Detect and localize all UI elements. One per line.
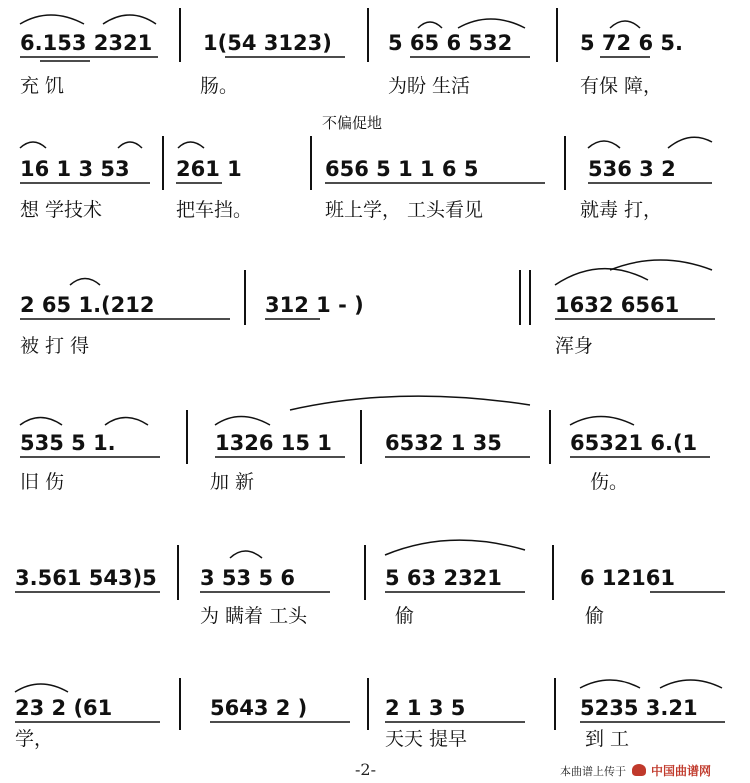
lyric-text: 为盼 生活	[388, 75, 471, 97]
measure-notation: 5 72 6 5.	[580, 31, 683, 55]
site-logo-icon	[632, 764, 646, 776]
score-line-6	[15, 678, 725, 750]
lyric-text: 为 瞒着 工头	[200, 605, 308, 627]
measure-notation: 312 1 - )	[265, 293, 364, 317]
credit-prefix: 本曲谱上传于	[560, 765, 626, 778]
lyric-text: 加 新	[210, 471, 255, 493]
lyric-text: 就毒 打，	[580, 199, 663, 221]
lyric-text: 把车挡。	[176, 199, 253, 221]
lyric-text: 学，	[15, 728, 54, 750]
measure-notation: 16 1 3 53	[20, 157, 130, 181]
measure-notation: 2 65 1.(212	[20, 293, 155, 317]
lyric-text: 浑身	[555, 335, 594, 357]
measure-notation: 2 1 3 5	[385, 696, 466, 720]
lyric-text: 天天 提早	[385, 728, 468, 750]
measure-notation: 3.561 543)5	[15, 566, 157, 590]
score-line-5	[15, 540, 725, 627]
measure-notation: 5 65 6 532	[388, 31, 513, 55]
lyric-text: 偷	[585, 605, 605, 627]
measure-notation: 536 3 2	[588, 157, 676, 181]
lyric-text: 偷	[395, 605, 415, 627]
lyric-text: 有保 障，	[580, 75, 663, 97]
measure-notation: 656 5 1 1 6 5	[325, 157, 479, 181]
lyric-text: 班上学， 工头看见	[325, 199, 484, 221]
measure-notation: 5643 2 )	[210, 696, 308, 720]
measure-notation: 6.153 2321	[20, 31, 153, 55]
measure-notation: 1632 6561	[555, 293, 680, 317]
score-line-2	[20, 136, 712, 221]
measure-notation: 261 1	[176, 157, 242, 181]
tempo-marking: 不偏促地	[322, 114, 383, 132]
measure-notation: 535 5 1.	[20, 431, 116, 455]
score-line-3	[20, 260, 715, 357]
measure-notation: 1(54 3123)	[203, 31, 332, 55]
measure-notation: 5235 3.21	[580, 696, 698, 720]
lyric-text: 旧 伤	[20, 471, 65, 493]
measure-notation: 23 2 (61	[15, 696, 113, 720]
score-line-1	[20, 8, 683, 97]
lyric-text: 充 饥	[20, 75, 65, 97]
lyric-text: 被 打 得	[20, 335, 90, 357]
site-credit[interactable]	[560, 762, 711, 779]
measure-notation: 5 63 2321	[385, 566, 502, 590]
page-number: -2-	[355, 760, 376, 779]
measure-notation: 6532 1 35	[385, 431, 502, 455]
score-line-4	[20, 396, 710, 493]
site-name: 中国曲谱网	[651, 764, 712, 778]
measure-notation: 3 53 5 6	[200, 566, 295, 590]
lyric-text: 到 工	[585, 728, 630, 750]
measure-notation: 1326 15 1	[215, 431, 332, 455]
lyric-text: 肠。	[200, 75, 239, 97]
lyric-text: 伤。	[590, 471, 629, 493]
measure-notation: 65321 6.(1	[570, 431, 698, 455]
measure-notation: 6 12161	[580, 566, 675, 590]
lyric-text: 想 学技术	[20, 199, 103, 221]
